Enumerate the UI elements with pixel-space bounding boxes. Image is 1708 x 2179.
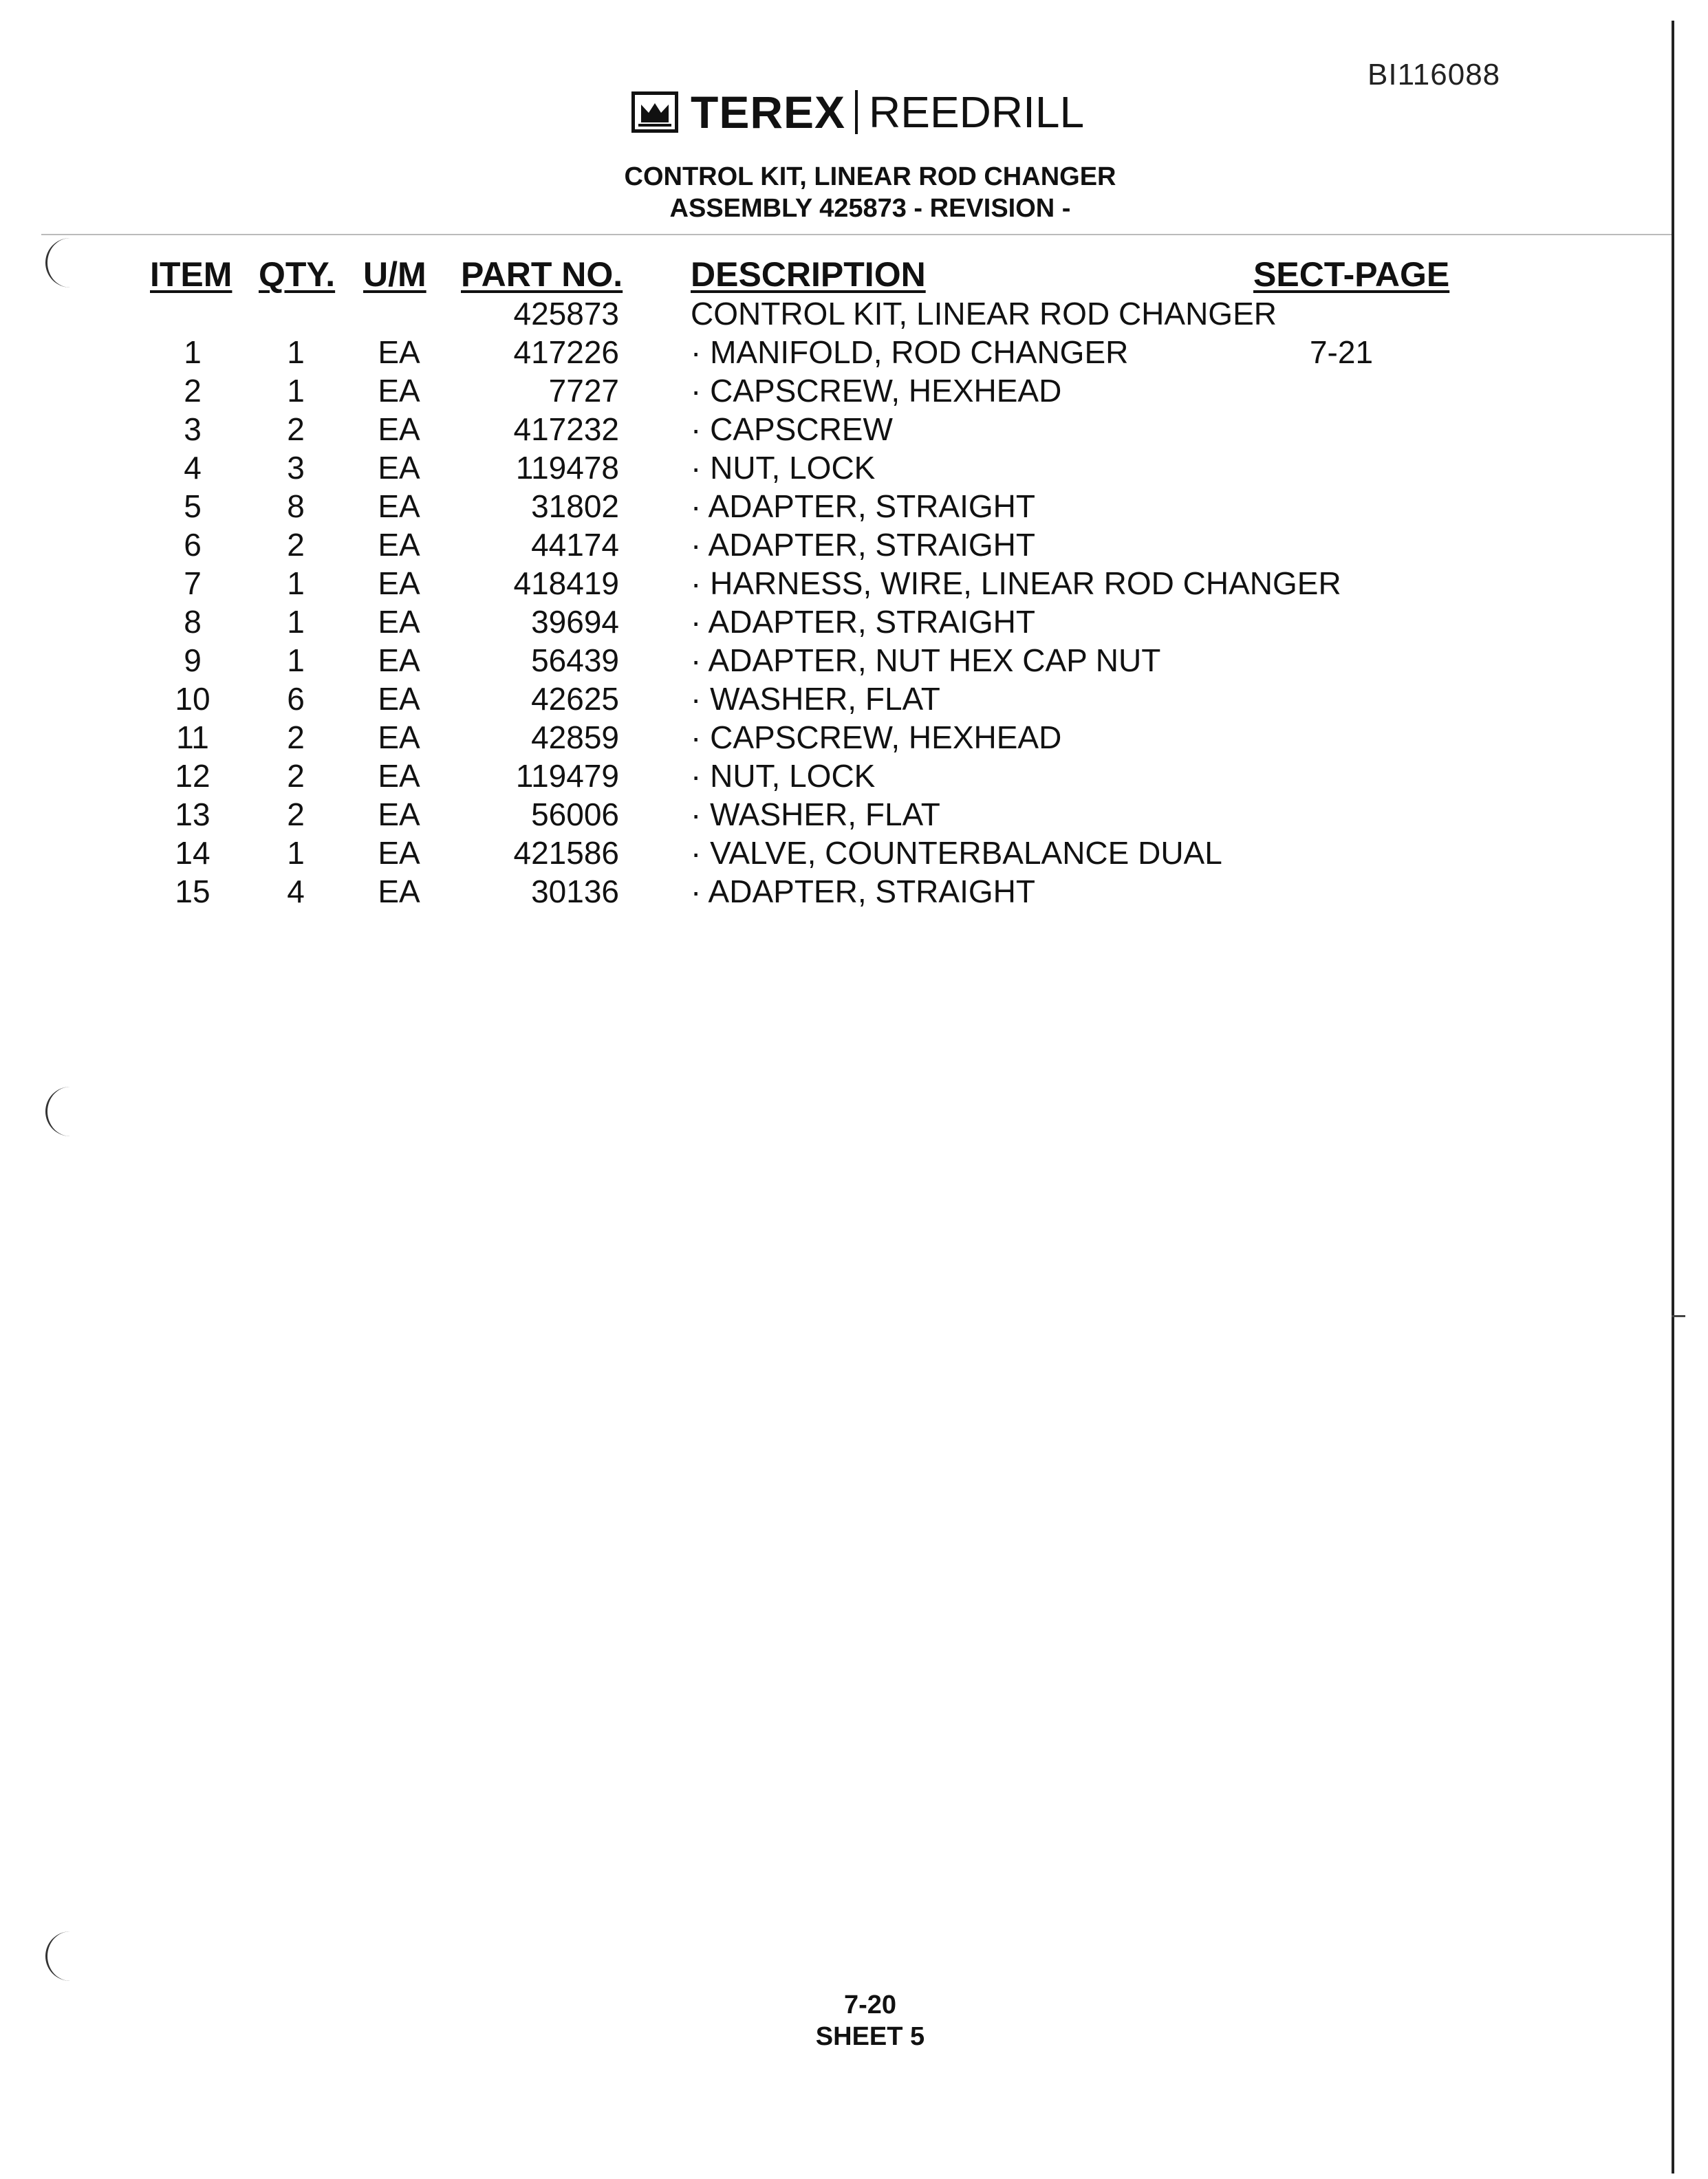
header-item: ITEM bbox=[150, 255, 233, 294]
cell-qty: 2 bbox=[287, 527, 305, 563]
cell-um: EA bbox=[378, 874, 420, 909]
cell-qty: 2 bbox=[287, 411, 305, 447]
table-row bbox=[0, 371, 1651, 410]
cell-description: · HARNESS, WIRE, LINEAR ROD CHANGER bbox=[691, 565, 1341, 601]
cell-part-no: 421586 bbox=[513, 835, 619, 871]
cell-item: 10 bbox=[175, 681, 210, 717]
logo bbox=[631, 88, 1084, 136]
cell-um: EA bbox=[378, 758, 420, 794]
table-row bbox=[0, 448, 1651, 487]
cell-description: CONTROL KIT, LINEAR ROD CHANGER bbox=[691, 296, 1277, 332]
cell-part-no: 39694 bbox=[531, 604, 619, 640]
cell-description: · NUT, LOCK bbox=[691, 450, 876, 486]
cell-description: · ADAPTER, STRAIGHT bbox=[691, 488, 1035, 524]
binder-hole-middle bbox=[45, 1087, 72, 1136]
cell-item: 5 bbox=[184, 488, 202, 524]
assembly-subtitle: ASSEMBLY 425873 - REVISION - bbox=[669, 194, 1071, 223]
table-row bbox=[0, 603, 1651, 641]
cell-qty: 1 bbox=[287, 642, 305, 678]
cell-part-no: 31802 bbox=[531, 488, 619, 524]
cell-qty: 3 bbox=[287, 450, 305, 486]
table-row bbox=[0, 294, 1651, 333]
cell-part-no: 418419 bbox=[513, 565, 619, 601]
cell-um: EA bbox=[378, 604, 420, 640]
page-number: 7-20 bbox=[843, 1991, 897, 2019]
cell-description: · WASHER, FLAT bbox=[691, 681, 940, 717]
table-row bbox=[0, 564, 1651, 603]
cell-qty: 1 bbox=[287, 604, 305, 640]
cell-part-no: 56006 bbox=[531, 796, 619, 832]
cell-item: 13 bbox=[175, 796, 210, 832]
binder-hole-bottom bbox=[45, 1931, 72, 1981]
table-row bbox=[0, 680, 1651, 718]
header-divider bbox=[41, 234, 1672, 235]
cell-item: 12 bbox=[175, 758, 210, 794]
cell-um: EA bbox=[378, 411, 420, 447]
table-row bbox=[0, 410, 1651, 448]
cell-part-no: 119478 bbox=[515, 450, 619, 486]
cell-um: EA bbox=[378, 565, 420, 601]
binder-hole-top bbox=[45, 238, 72, 288]
cell-qty: 8 bbox=[287, 488, 305, 524]
logo-brand: TEREX bbox=[691, 87, 846, 138]
table-row bbox=[0, 525, 1651, 564]
header-sect-page: SECT-PAGE bbox=[1253, 255, 1450, 294]
cell-description: · MANIFOLD, ROD CHANGER bbox=[691, 334, 1129, 370]
cell-part-no: 425873 bbox=[513, 296, 619, 332]
cell-qty: 1 bbox=[287, 835, 305, 871]
cell-sect-page: 7-21 bbox=[1309, 334, 1374, 370]
cell-item: 8 bbox=[184, 604, 202, 640]
cell-description: · ADAPTER, STRAIGHT bbox=[691, 527, 1035, 563]
cell-part-no: 44174 bbox=[531, 527, 619, 563]
cell-part-no: 417232 bbox=[513, 411, 619, 447]
cell-qty: 2 bbox=[287, 719, 305, 755]
cell-item: 14 bbox=[175, 835, 210, 871]
header-part-no: PART NO. bbox=[461, 255, 623, 294]
cell-description: · CAPSCREW, HEXHEAD bbox=[691, 373, 1062, 409]
cell-description: · CAPSCREW, HEXHEAD bbox=[691, 719, 1062, 755]
cell-qty: 2 bbox=[287, 796, 305, 832]
cell-um: EA bbox=[378, 450, 420, 486]
cell-um: EA bbox=[378, 835, 420, 871]
cell-description: · ADAPTER, NUT HEX CAP NUT bbox=[691, 642, 1161, 678]
table-row bbox=[0, 757, 1651, 795]
table-row bbox=[0, 834, 1651, 872]
header-um: U/M bbox=[363, 255, 426, 294]
cell-qty: 6 bbox=[287, 681, 305, 717]
table-row bbox=[0, 487, 1651, 525]
cell-part-no: 417226 bbox=[513, 334, 619, 370]
cell-description: · ADAPTER, STRAIGHT bbox=[691, 604, 1035, 640]
document-id: BI116088 bbox=[1368, 58, 1501, 91]
table-row bbox=[0, 718, 1651, 757]
cell-part-no: 30136 bbox=[531, 874, 619, 909]
cell-item: 6 bbox=[184, 527, 202, 563]
cell-item: 9 bbox=[184, 642, 202, 678]
cell-um: EA bbox=[378, 796, 420, 832]
logo-divider bbox=[855, 90, 858, 134]
cell-um: EA bbox=[378, 681, 420, 717]
table-row bbox=[0, 872, 1651, 911]
terex-emblem-icon bbox=[631, 91, 678, 133]
cell-item: 4 bbox=[184, 450, 202, 486]
cell-part-no: 42625 bbox=[531, 681, 619, 717]
cell-part-no: 56439 bbox=[531, 642, 619, 678]
cell-description: · WASHER, FLAT bbox=[691, 796, 940, 832]
cell-um: EA bbox=[378, 488, 420, 524]
cell-um: EA bbox=[378, 642, 420, 678]
cell-um: EA bbox=[378, 719, 420, 755]
cell-item: 11 bbox=[176, 719, 209, 755]
cell-part-no: 7727 bbox=[548, 373, 619, 409]
cell-qty: 1 bbox=[287, 334, 305, 370]
cell-qty: 1 bbox=[287, 565, 305, 601]
logo-subbrand: REEDRILL bbox=[869, 87, 1085, 137]
cell-description: · ADAPTER, STRAIGHT bbox=[691, 874, 1035, 909]
cell-um: EA bbox=[378, 527, 420, 563]
cell-um: EA bbox=[378, 334, 420, 370]
cell-part-no: 119479 bbox=[515, 758, 619, 794]
table-row bbox=[0, 333, 1651, 371]
sheet-number: SHEET 5 bbox=[815, 2022, 925, 2051]
cell-item: 7 bbox=[184, 565, 202, 601]
cell-part-no: 42859 bbox=[531, 719, 619, 755]
cell-um: EA bbox=[378, 373, 420, 409]
cell-qty: 4 bbox=[287, 874, 305, 909]
header-description: DESCRIPTION bbox=[691, 255, 926, 294]
cell-item: 2 bbox=[184, 373, 202, 409]
cell-description: · CAPSCREW bbox=[691, 411, 893, 447]
cell-description: · VALVE, COUNTERBALANCE DUAL bbox=[691, 835, 1222, 871]
header-qty: QTY. bbox=[259, 255, 336, 294]
right-margin-tick bbox=[1672, 1315, 1685, 1317]
cell-item: 3 bbox=[184, 411, 202, 447]
cell-item: 15 bbox=[175, 874, 210, 909]
right-margin-rule bbox=[1672, 21, 1674, 2173]
cell-qty: 2 bbox=[287, 758, 305, 794]
document-title: CONTROL KIT, LINEAR ROD CHANGER bbox=[624, 162, 1116, 191]
cell-item: 1 bbox=[184, 334, 202, 370]
table-row bbox=[0, 641, 1651, 680]
cell-description: · NUT, LOCK bbox=[691, 758, 876, 794]
cell-qty: 1 bbox=[287, 373, 305, 409]
table-row bbox=[0, 795, 1651, 834]
